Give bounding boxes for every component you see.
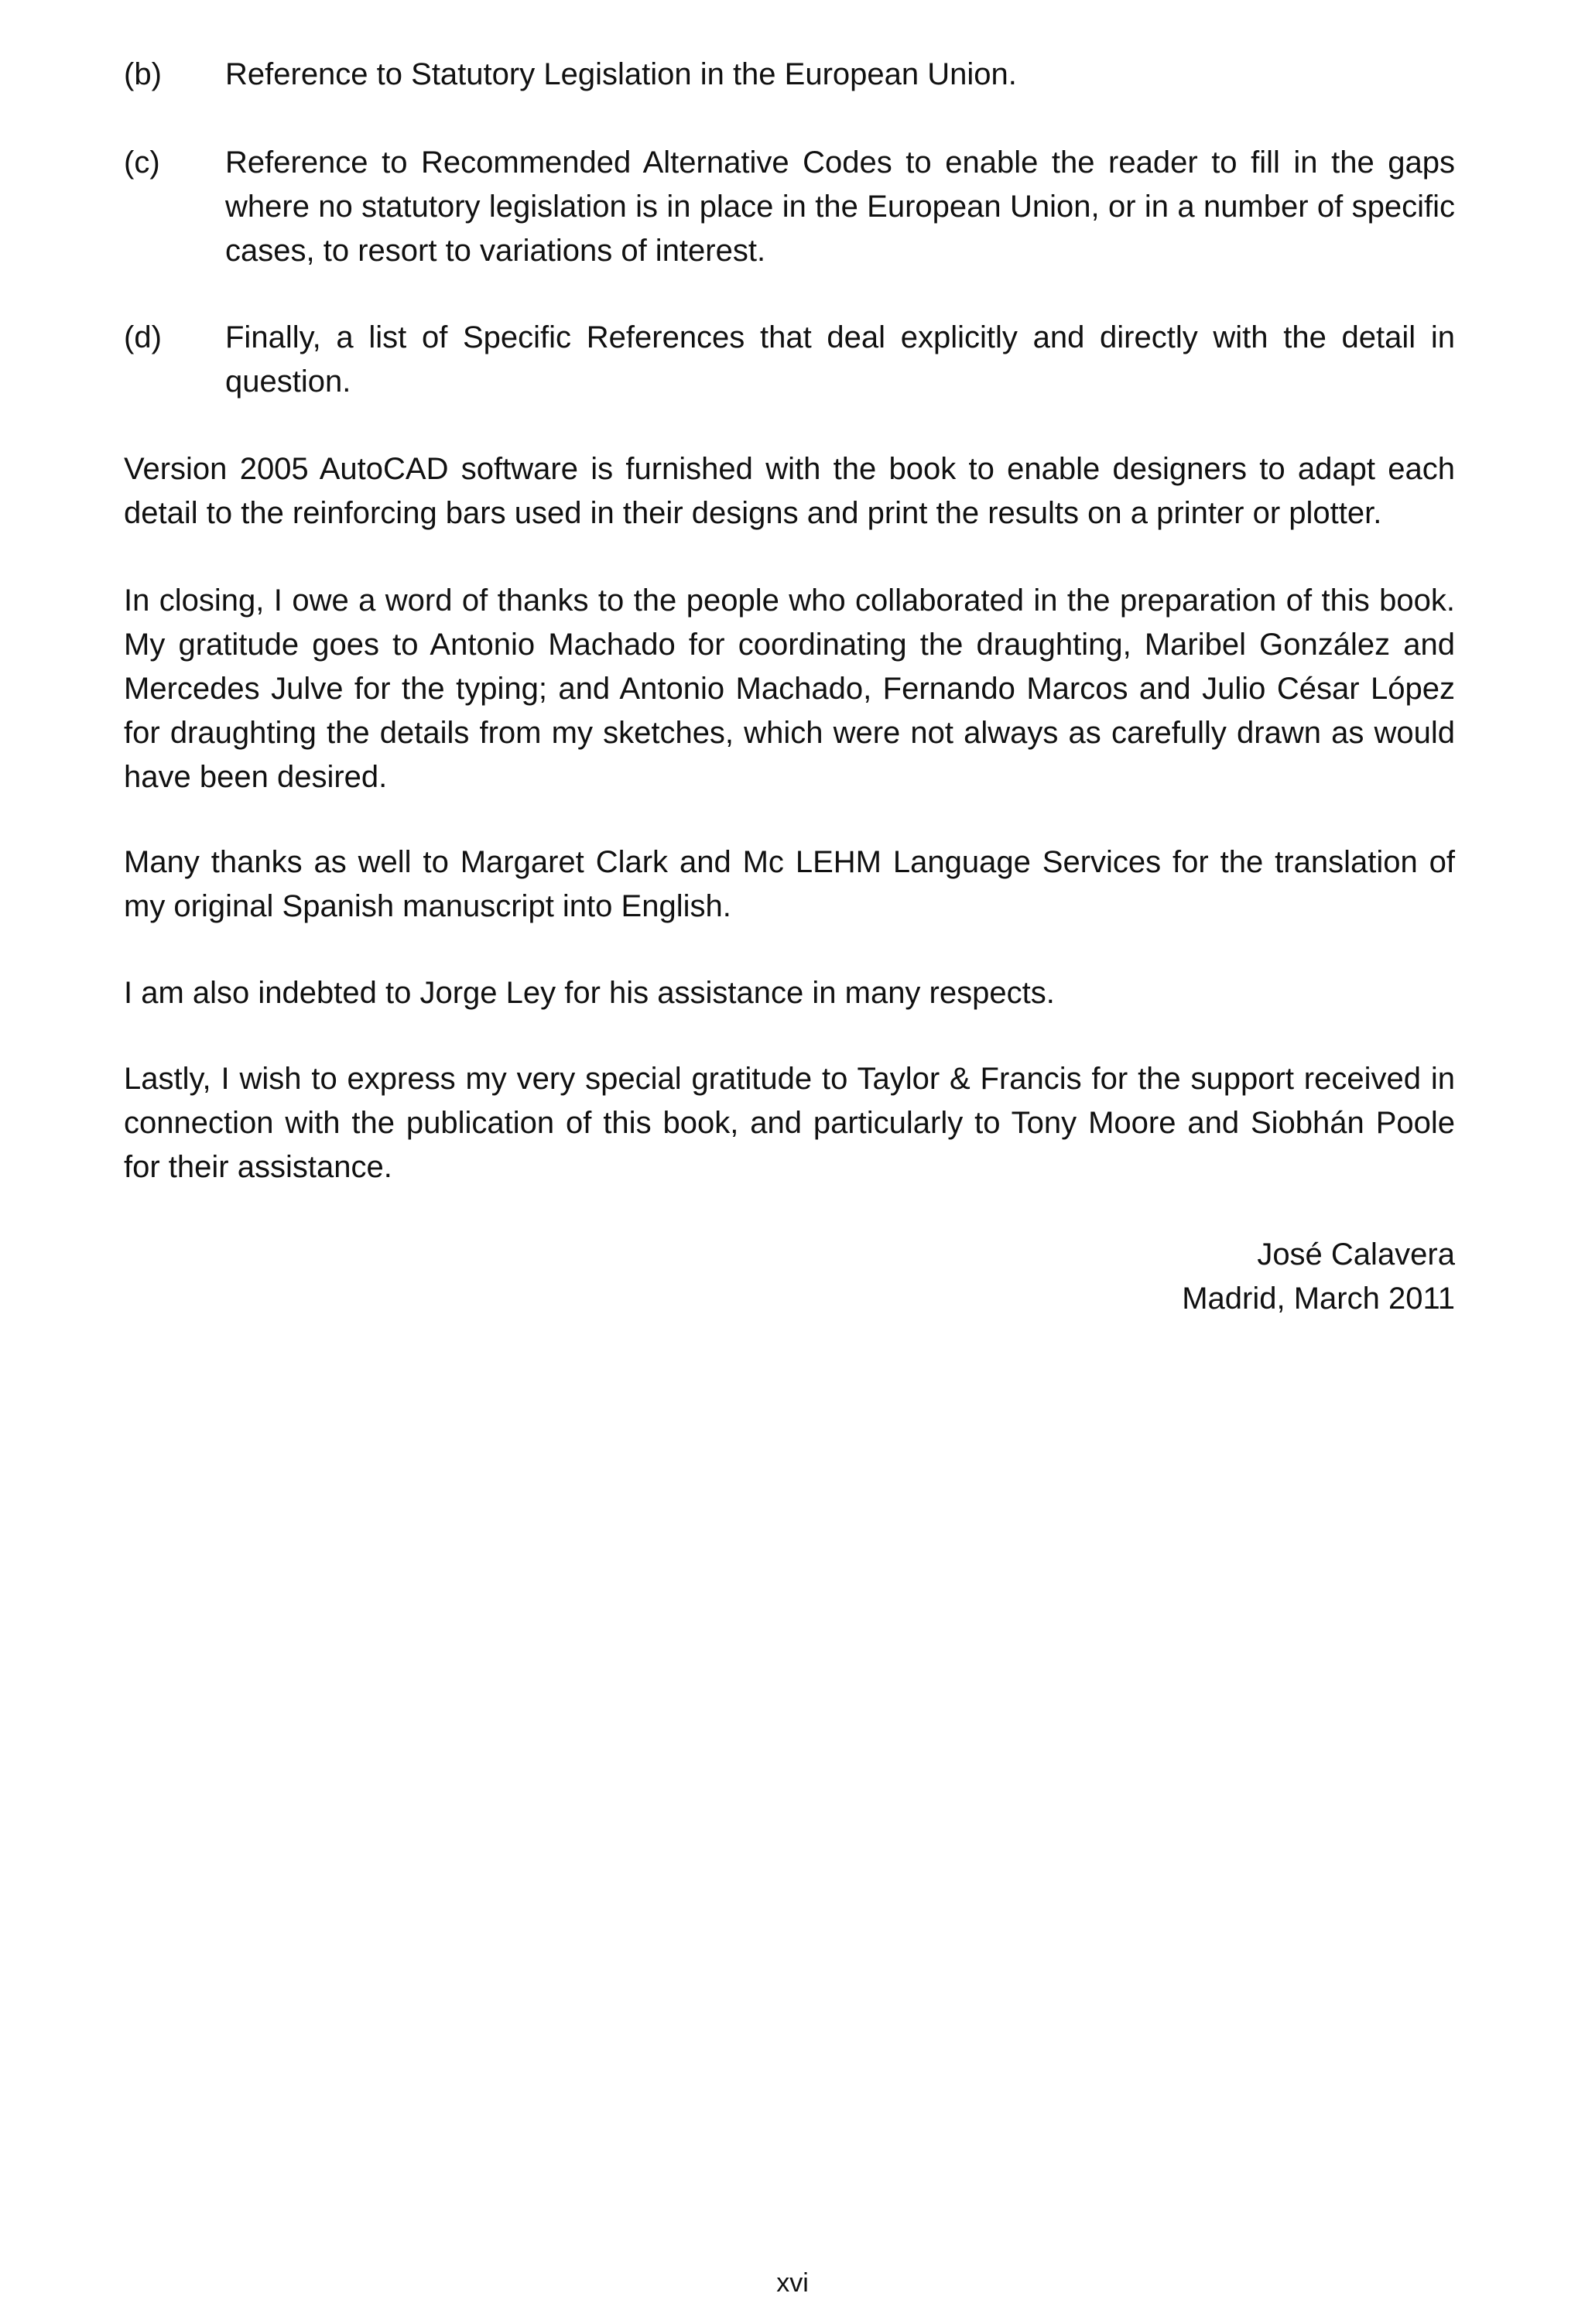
list-text: Finally, a list of Specific References that deal explicitly and directly with the detail in question. [225, 320, 1455, 399]
list-text: Reference to Statutory Legislation in the European Union. [225, 57, 1017, 91]
list-item-b [124, 53, 1455, 99]
paragraph-software: Version 2005 AutoCAD software is furnished with the book to enable designers to adapt each detail to the reinforcing bars used in their designs and print the results on a printer or plotter. [124, 452, 1455, 530]
signature-place-date: Madrid, March 2011 [1182, 1282, 1455, 1316]
list-item-c [124, 141, 1455, 273]
list-item-d [124, 316, 1455, 404]
signature-block [836, 1233, 1455, 1321]
list-marker: (c) [124, 145, 160, 180]
list-marker: (b) [124, 57, 162, 91]
paragraph-publisher-thanks: Lastly, I wish to express my very special gratitude to Taylor & Francis for the support received in connection with the publication of this book, and particularly to Tony Moore and Siobhán Poole for their assistance. [124, 1062, 1455, 1184]
signature-name: José Calavera [1257, 1237, 1455, 1272]
page-number: xvi [776, 2268, 809, 2298]
paragraph-acknowledgements: In closing, I owe a word of thanks to the people who collaborated in the preparation of this book. My gratitude goes to Antonio Machado for coordinating the draughting, Maribel González and Mercedes Julve for the typing; and Antonio Machado, Fernando Marcos and Julio César López for draughting the details from my sketches, which were not always as carefully drawn as would have been desired. [124, 584, 1455, 794]
paragraph-assistance-thanks: I am also indebted to Jorge Ley for his assistance in many respects. [124, 976, 1055, 1010]
list-text: Reference to Recommended Alternative Codes to enable the reader to fill in the gaps where no statutory legislation is in place in the European Union, or in a number of specific cases, to resort to variations of interest. [225, 145, 1455, 268]
list-marker: (d) [124, 320, 162, 354]
paragraph-translation-thanks: Many thanks as well to Margaret Clark and Mc LEHM Language Services for the translation of my original Spanish manuscript into English. [124, 845, 1455, 923]
